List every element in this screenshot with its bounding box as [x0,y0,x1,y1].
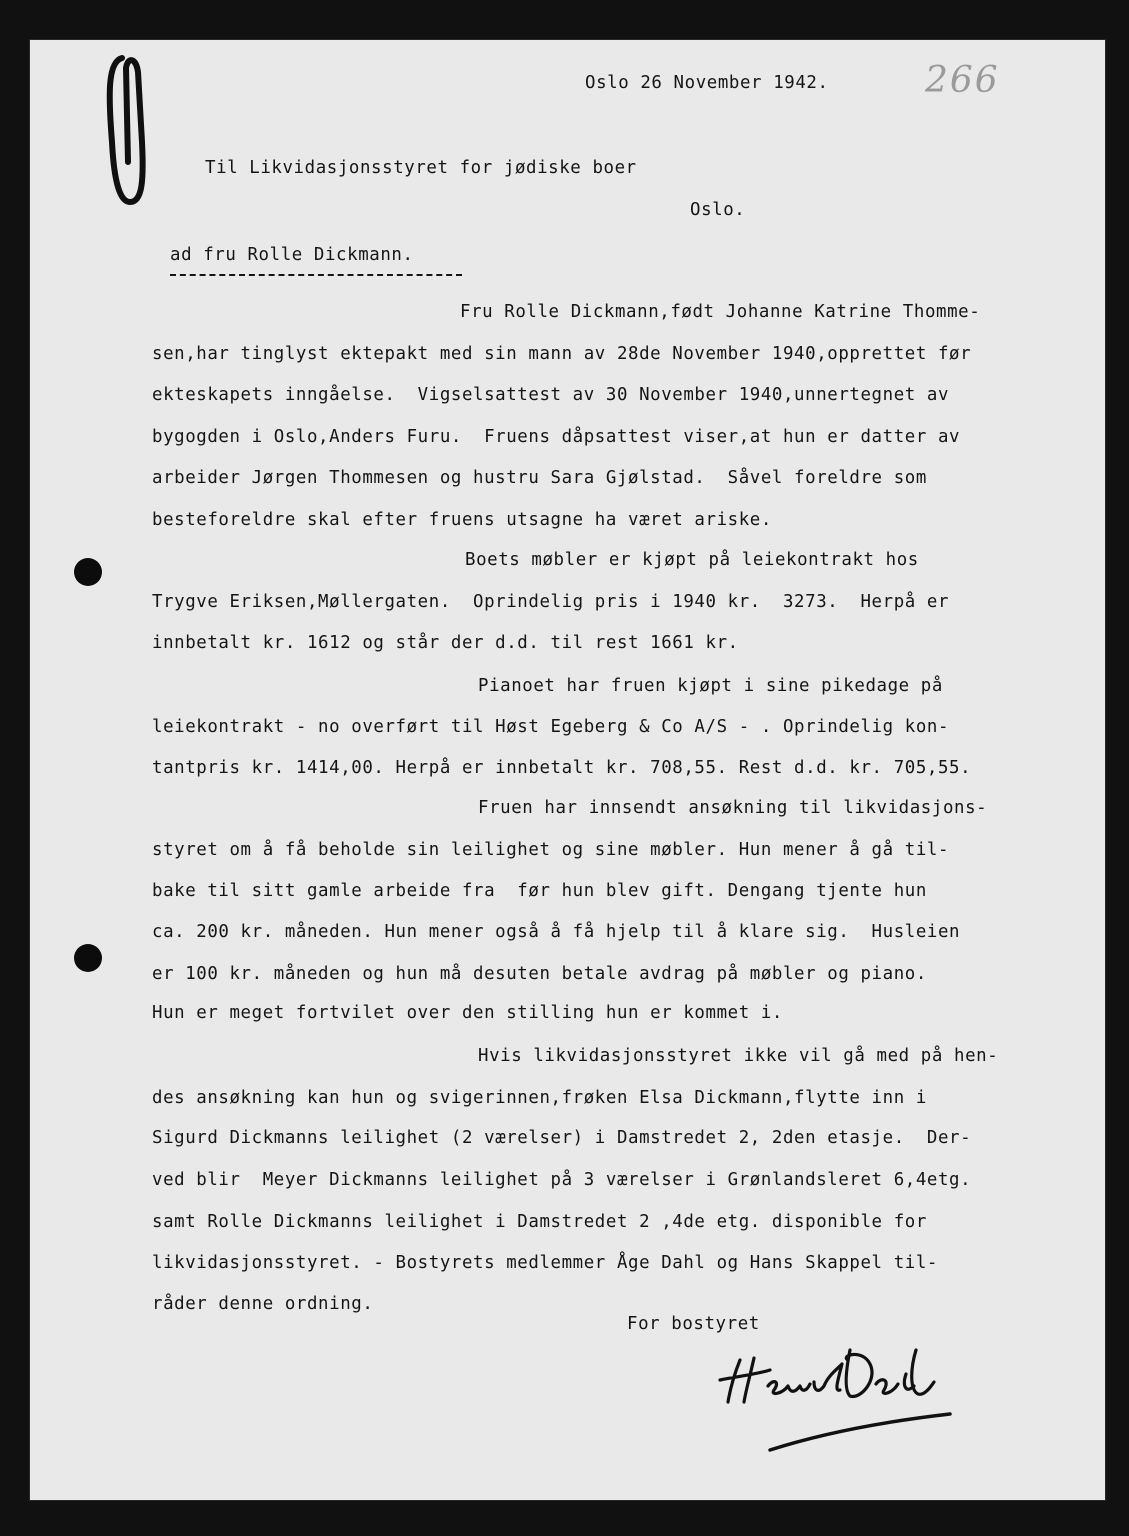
body-line: likvidasjonsstyret. - Bostyrets medlemmer Åge Dahl og Hans Skappel til- [152,1253,938,1273]
body-line: bygogden i Oslo,Anders Furu. Fruens dåpsattest viser,at hun er datter av [152,427,961,447]
body-line: Boets møbler er kjøpt på leiekontrakt hos [465,550,919,570]
recipient-city: Oslo. [690,200,746,220]
body-line: ca. 200 kr. måneden. Hun mener også å få hjelp til å klare sig. Husleien [152,922,961,942]
subject-underline [170,274,462,276]
body-line: Fruen har innsendt ansøkning til likvidasjons- [478,798,988,818]
body-line: tantpris kr. 1414,00. Herpå er innbetalt kr. 708,55. Rest d.d. kr. 705,55. [152,758,972,778]
body-line: ekteskapets inngåelse. Vigselsattest av 30 November 1940,unnertegnet av [152,385,950,405]
body-line: Pianoet har fruen kjøpt i sine pikedage på [478,676,943,696]
body-line: ved blir Meyer Dickmanns leilighet på 3 værelser i Grønlandsleret 6,4etg. [152,1170,972,1190]
body-line: leiekontrakt - no overført til Høst Egeberg & Co A/S - . Oprindelig kon- [152,717,950,737]
body-line: sen,har tinglyst ektepakt med sin mann av 28de November 1940,opprettet før [152,344,972,364]
punch-hole [74,558,102,586]
body-line: styret om å få beholde sin leilighet og sine møbler. Hun mener å gå til- [152,840,950,860]
paper-clip-icon [100,52,155,212]
punch-hole [74,944,102,972]
body-line: råder denne ordning. [152,1294,374,1314]
body-line: Sigurd Dickmanns leilighet (2 værelser) i Damstredet 2, 2den etasje. Der- [152,1128,972,1148]
letter-page [30,40,1105,1500]
body-line: besteforeldre skal efter fruens utsagne ha været ariske. [152,510,772,530]
signature [710,1330,970,1460]
body-line: samt Rolle Dickmanns leilighet i Damstredet 2 ,4de etg. disponible for [152,1212,927,1232]
body-line: des ansøkning kan hun og svigerinnen,frøken Elsa Dickmann,flytte inn i [152,1088,927,1108]
body-line: Hvis likvidasjonsstyret ikke vil gå med på hen- [478,1046,999,1066]
body-line: arbeider Jørgen Thommesen og hustru Sara Gjølstad. Såvel foreldre som [152,468,927,488]
body-line: Hun er meget fortvilet over den stilling hun er kommet i. [152,1003,783,1023]
closing: For bostyret [627,1314,760,1334]
body-line: Trygve Eriksen,Møllergaten. Oprindelig pris i 1940 kr. 3273. Herpå er [152,592,950,612]
letter-date: Oslo 26 November 1942. [585,73,829,93]
body-line: Fru Rolle Dickmann,født Johanne Katrine Thomme- [460,302,981,322]
body-line: er 100 kr. måneden og hun må desuten betale avdrag på møbler og piano. [152,964,927,984]
body-line: bake til sitt gamle arbeide fra før hun blev gift. Dengang tjente hun [152,881,927,901]
body-line: innbetalt kr. 1612 og står der d.d. til rest 1661 kr. [152,633,739,653]
recipient: Til Likvidasjonsstyret for jødiske boer [205,158,637,178]
subject-line: ad fru Rolle Dickmann. [170,245,414,265]
margin-note: 266 [925,60,1000,101]
